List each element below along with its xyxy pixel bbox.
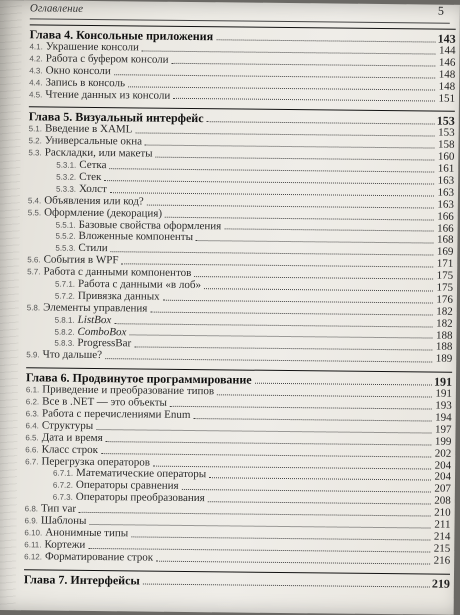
entry-page: 194 (435, 411, 452, 424)
dot-leader (216, 38, 436, 42)
entry-title: Кортежи (44, 538, 86, 551)
entry-number: 5.5.2. (55, 232, 76, 242)
chapter-page: 219 (431, 576, 450, 591)
entry-page: 175 (436, 281, 454, 294)
entry-number: 6.9. (24, 516, 38, 526)
chapter-page: 143 (437, 31, 456, 46)
entry-number: 6.5. (25, 433, 39, 443)
entry-page: 182 (436, 305, 453, 318)
entry-number: 5.5. (27, 207, 42, 218)
entry-number: 4.5. (28, 89, 43, 99)
page-number: 5 (437, 3, 444, 18)
entry-page: 146 (438, 56, 456, 69)
dot-leader (156, 559, 430, 564)
entry-number: 6.11. (24, 540, 42, 550)
entry-number: 6.4. (25, 421, 39, 431)
dot-leader (208, 500, 431, 504)
entry-number: 5.9. (26, 350, 40, 360)
entry-page: 166 (437, 222, 454, 235)
entry-page: 175 (436, 269, 454, 282)
entry-number: 5.8.1. (54, 315, 75, 325)
entry-title: Дата и время (41, 431, 103, 444)
entry-number: 5.4. (27, 196, 42, 206)
chapter-title: Глава 7. Интерфейсы (23, 571, 140, 588)
dot-leader (135, 132, 434, 137)
entry-page: 158 (437, 138, 455, 152)
dot-leader (217, 393, 432, 397)
entry-number: 5.5.3. (55, 243, 76, 254)
dot-leader (209, 477, 431, 481)
entry-page: 216 (433, 554, 451, 567)
chapter-title: Глава 5. Визуальный интерфейс (28, 109, 204, 126)
dot-leader (128, 85, 435, 90)
entry-page: 214 (433, 530, 451, 543)
entry-title: Работа с данными компонентов (43, 265, 192, 280)
chapter-page: 191 (433, 374, 453, 390)
entry-title: Привязка данных (77, 289, 160, 303)
chapter-page: 153 (436, 114, 455, 129)
dot-leader (173, 97, 435, 102)
entry-title: ListBox (77, 313, 112, 326)
entry-title: Введение в XAML (44, 122, 133, 136)
entry-page: 193 (435, 399, 452, 412)
entry-page: 176 (436, 293, 453, 306)
dot-leader (156, 156, 435, 161)
entry-page: 160 (437, 150, 455, 163)
entry-title: Работа с данными «в лоб» (77, 277, 202, 292)
entry-number: 5.3.3. (55, 184, 77, 194)
entry-number: 6.7.3. (52, 492, 73, 503)
entry-number: 5.2. (28, 136, 42, 146)
entry-title: Шаблоны (40, 514, 87, 527)
entry-page: 188 (435, 341, 453, 354)
entry-number: 6.3. (25, 409, 40, 419)
entry-number: 4.3. (29, 66, 43, 76)
dot-leader (143, 582, 430, 587)
chapter-title: Глава 6. Продвинутое программирование (25, 370, 252, 387)
entry-number: 6.1. (25, 385, 40, 395)
entry-page: 210 (434, 506, 451, 519)
entry-number: 6.6. (25, 444, 39, 455)
entry-number: 5.3.2. (56, 172, 77, 182)
entry-page: 197 (434, 423, 452, 436)
entry-title: Структуры (41, 419, 94, 432)
entry-title: Сетка (79, 158, 107, 172)
entry-title: Холст (78, 182, 107, 196)
entry-title: Стили (78, 242, 108, 255)
entry-page: 163 (437, 198, 454, 211)
dot-leader (131, 535, 430, 540)
entry-title: Раскладки, или макеты (44, 146, 153, 160)
chapter-block (29, 24, 456, 105)
entry-number: 6.7.2. (52, 480, 73, 491)
entry-number: 5.7.1. (54, 279, 76, 289)
entry-number: 5.7. (27, 267, 41, 277)
dot-leader (207, 121, 435, 125)
entry-page: 204 (434, 471, 452, 484)
table-of-contents (24, 18, 456, 590)
entry-page: 182 (436, 317, 453, 330)
page-edge-shading (0, 0, 22, 610)
dot-leader (224, 228, 433, 232)
entry-title: ProgressBar (77, 337, 132, 350)
entry-title: Что дальше? (42, 348, 103, 362)
entry-number: 5.1. (28, 124, 43, 134)
entry-title: Форматирование строк (44, 550, 154, 564)
entry-title: Перегрузка операторов (41, 455, 151, 469)
entry-title: Элементы управления (43, 301, 148, 315)
entry-title: Оформление (декорация) (44, 206, 163, 220)
entry-title: Операторы сравнения (75, 479, 179, 493)
dot-leader (147, 203, 434, 208)
entry-title: Окно консоли (45, 64, 111, 77)
dot-leader (129, 334, 432, 339)
dot-leader (163, 299, 433, 304)
entry-number: 6.7. (25, 456, 39, 467)
entry-page: 168 (436, 234, 454, 247)
dot-leader (150, 310, 432, 315)
dot-leader (134, 346, 432, 351)
entry-title: Приведение и преобразование типов (42, 383, 215, 398)
dot-leader (182, 488, 431, 493)
entry-page: 169 (436, 245, 454, 259)
entry-title: Операторы преобразования (75, 491, 205, 505)
entry-number: 6.2. (25, 397, 40, 407)
chapter-block (26, 107, 455, 366)
entry-page: 151 (438, 92, 456, 105)
entry-title: Украшение консоли (45, 40, 140, 54)
entry-number: 4.4. (29, 77, 43, 88)
entry-number: 4.1. (29, 42, 43, 52)
entry-title: Работа с перечислениями Enum (41, 407, 191, 422)
entry-number: 5.6. (27, 255, 41, 265)
entry-number: 6.12. (24, 552, 43, 562)
entry-page: 202 (434, 447, 452, 460)
entry-number: 5.5.1. (55, 220, 76, 230)
entry-title: Базовые свойства оформления (78, 218, 222, 232)
dot-leader (255, 382, 432, 386)
entry-number: 5.8. (26, 303, 41, 313)
entry-number: 5.3. (28, 148, 42, 158)
dot-leader (193, 417, 431, 421)
entry-title: ComboBox (77, 325, 127, 338)
entry-page: 163 (437, 186, 455, 199)
entry-page: 207 (434, 482, 451, 496)
chapter-title: Глава 4. Консольные приложения (29, 27, 214, 44)
entry-title: Все в .NET — это объекты (42, 395, 167, 409)
entry-page: 153 (438, 127, 455, 140)
entry-number: 5.7.2. (54, 291, 75, 301)
chapter-block (24, 569, 450, 590)
entry-page: 188 (435, 329, 453, 342)
entry-title: Стек (79, 170, 102, 184)
entry-page: 166 (437, 210, 454, 223)
entry-page: 191 (435, 387, 452, 401)
entry-title: Чтение данных из консоли (45, 88, 171, 102)
entry-page: 211 (434, 518, 451, 531)
entry-number: 5.8.3. (54, 339, 75, 349)
entry-number: 5.8.2. (54, 327, 75, 337)
entry-page: 148 (438, 80, 456, 93)
dot-leader (172, 62, 436, 67)
entry-title: Математические операторы (76, 467, 207, 481)
dot-leader (142, 49, 436, 54)
entry-page: 204 (434, 459, 452, 472)
entry-page: 171 (436, 257, 454, 270)
entry-title: Вложенные компоненты (78, 230, 194, 244)
entry-page: 163 (437, 174, 455, 187)
entry-title: Объявления или код? (44, 194, 144, 208)
dot-leader (204, 287, 433, 291)
entry-page: 215 (433, 542, 451, 555)
entry-title: Анонимные типы (45, 526, 129, 540)
dot-leader (170, 405, 432, 410)
entry-page: 161 (437, 162, 455, 175)
header-title: Оглавление (29, 2, 84, 15)
entry-title: Класс строк (41, 443, 99, 456)
dot-leader (194, 275, 433, 280)
entry-title: Работа с буфером консоли (45, 52, 169, 66)
entry-title: Запись в консоль (45, 76, 126, 89)
entry-page: 208 (434, 494, 451, 508)
entry-number: 5.3.1. (56, 160, 77, 170)
entry-number: 6.10. (24, 528, 43, 538)
dot-leader (196, 239, 434, 243)
entry-title: Тип var (40, 502, 77, 515)
chapter-heading (24, 572, 450, 590)
chapter-block (24, 368, 452, 568)
entry-page: 148 (438, 68, 456, 81)
entry-title: Универсальные окна (44, 134, 143, 148)
entry-title: События в WPF (43, 253, 119, 267)
entry-page: 199 (434, 435, 452, 448)
dot-leader (145, 144, 435, 149)
entry-page: 189 (435, 352, 453, 366)
entry-page: 144 (438, 44, 456, 57)
entry-number: 4.2. (29, 54, 43, 64)
entry-number: 6.8. (24, 504, 39, 514)
entry-number: 6.7.1. (52, 469, 74, 479)
dot-leader (105, 357, 432, 362)
